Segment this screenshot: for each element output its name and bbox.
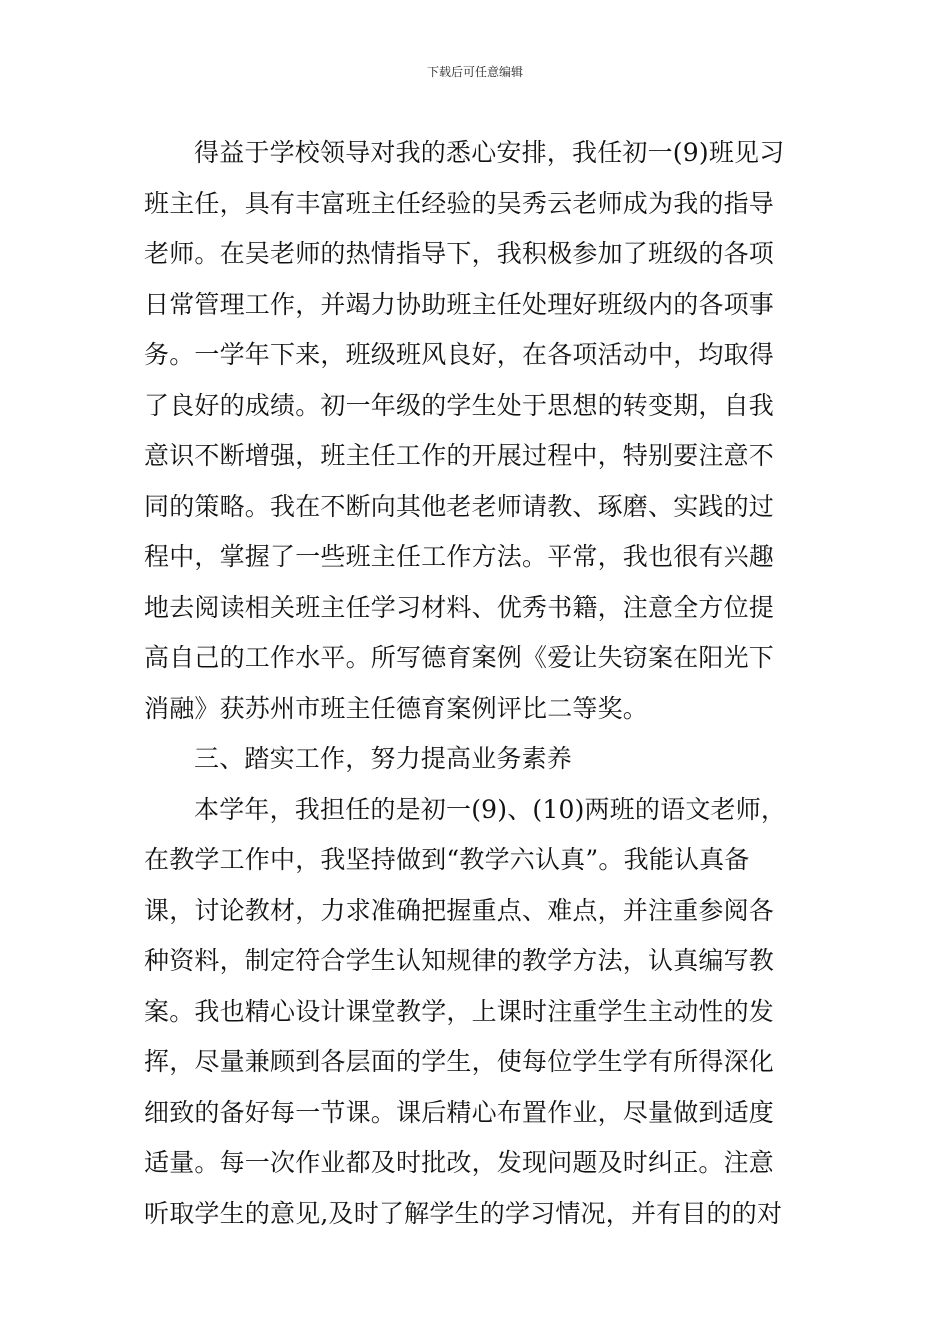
- paragraph-line: 细致的备好每一节课。课后精心布置作业，尽量做到适度: [144, 1097, 775, 1127]
- paragraph-line: 适量。每一次作业都及时批改，发现问题及时纠正。注意: [144, 1148, 775, 1177]
- paragraph-line: 了良好的成绩。初一年级的学生处于思想的转变期，自我: [144, 390, 775, 420]
- paragraph-line: 地去阅读相关班主任学习材料、优秀书籍，注意全方位提: [144, 592, 775, 622]
- paragraph-line: 日常管理工作，并竭力协助班主任处理好班级内的各项事: [144, 289, 775, 319]
- document-body: [144, 128, 808, 1239]
- paragraph-line: 消融》获苏州市班主任德育案例评比二等奖。: [144, 693, 649, 723]
- paragraph-line: 案。我也精心设计课堂教学，上课时注重学生主动性的发: [144, 996, 775, 1026]
- paragraph-line: 同的策略。我在不断向其他老老师请教、琢磨、实践的过: [144, 491, 775, 521]
- paragraph-line: 在教学工作中，我坚持做到“教学六认真”。我能认真备: [144, 845, 750, 874]
- paragraph-line: 班主任，具有丰富班主任经验的吴秀云老师成为我的指导: [144, 188, 775, 218]
- paragraph-line: 务。一学年下来，班级班风良好，在各项活动中，均取得: [144, 340, 775, 369]
- page-header: 下载后可任意编辑: [426, 65, 523, 79]
- paragraph-line: 高自己的工作水平。所写德育案例《爱让失窃案在阳光下: [144, 643, 775, 672]
- paragraph-line: 种资料，制定符合学生认知规律的教学方法，认真编写教: [144, 946, 775, 975]
- paragraph-line: 老师。在吴老师的热情指导下，我积极参加了班级的各项: [144, 239, 775, 268]
- paragraph-line: 得益于学校领导对我的悉心安排，我任初一(9)班见习: [194, 138, 785, 167]
- section-heading: 三、踏实工作，努力提高业务素养: [194, 744, 573, 773]
- paragraph-line: 课，讨论教材，力求准确把握重点、难点，并注重参阅各: [144, 895, 775, 925]
- paragraph-line: 本学年，我担任的是初一(9)、(10)两班的语文老师，: [194, 794, 787, 824]
- paragraph-line: 程中，掌握了一些班主任工作方法。平常，我也很有兴趣: [144, 542, 775, 571]
- paragraph-line: 听取学生的意见,及时了解学生的学习情况，并有目的的对: [144, 1198, 783, 1228]
- paragraph-line: 意识不断增强，班主任工作的开展过程中，特别要注意不: [144, 441, 775, 470]
- paragraph-line: 挥，尽量兼顾到各层面的学生，使每位学生学有所得深化: [144, 1047, 775, 1076]
